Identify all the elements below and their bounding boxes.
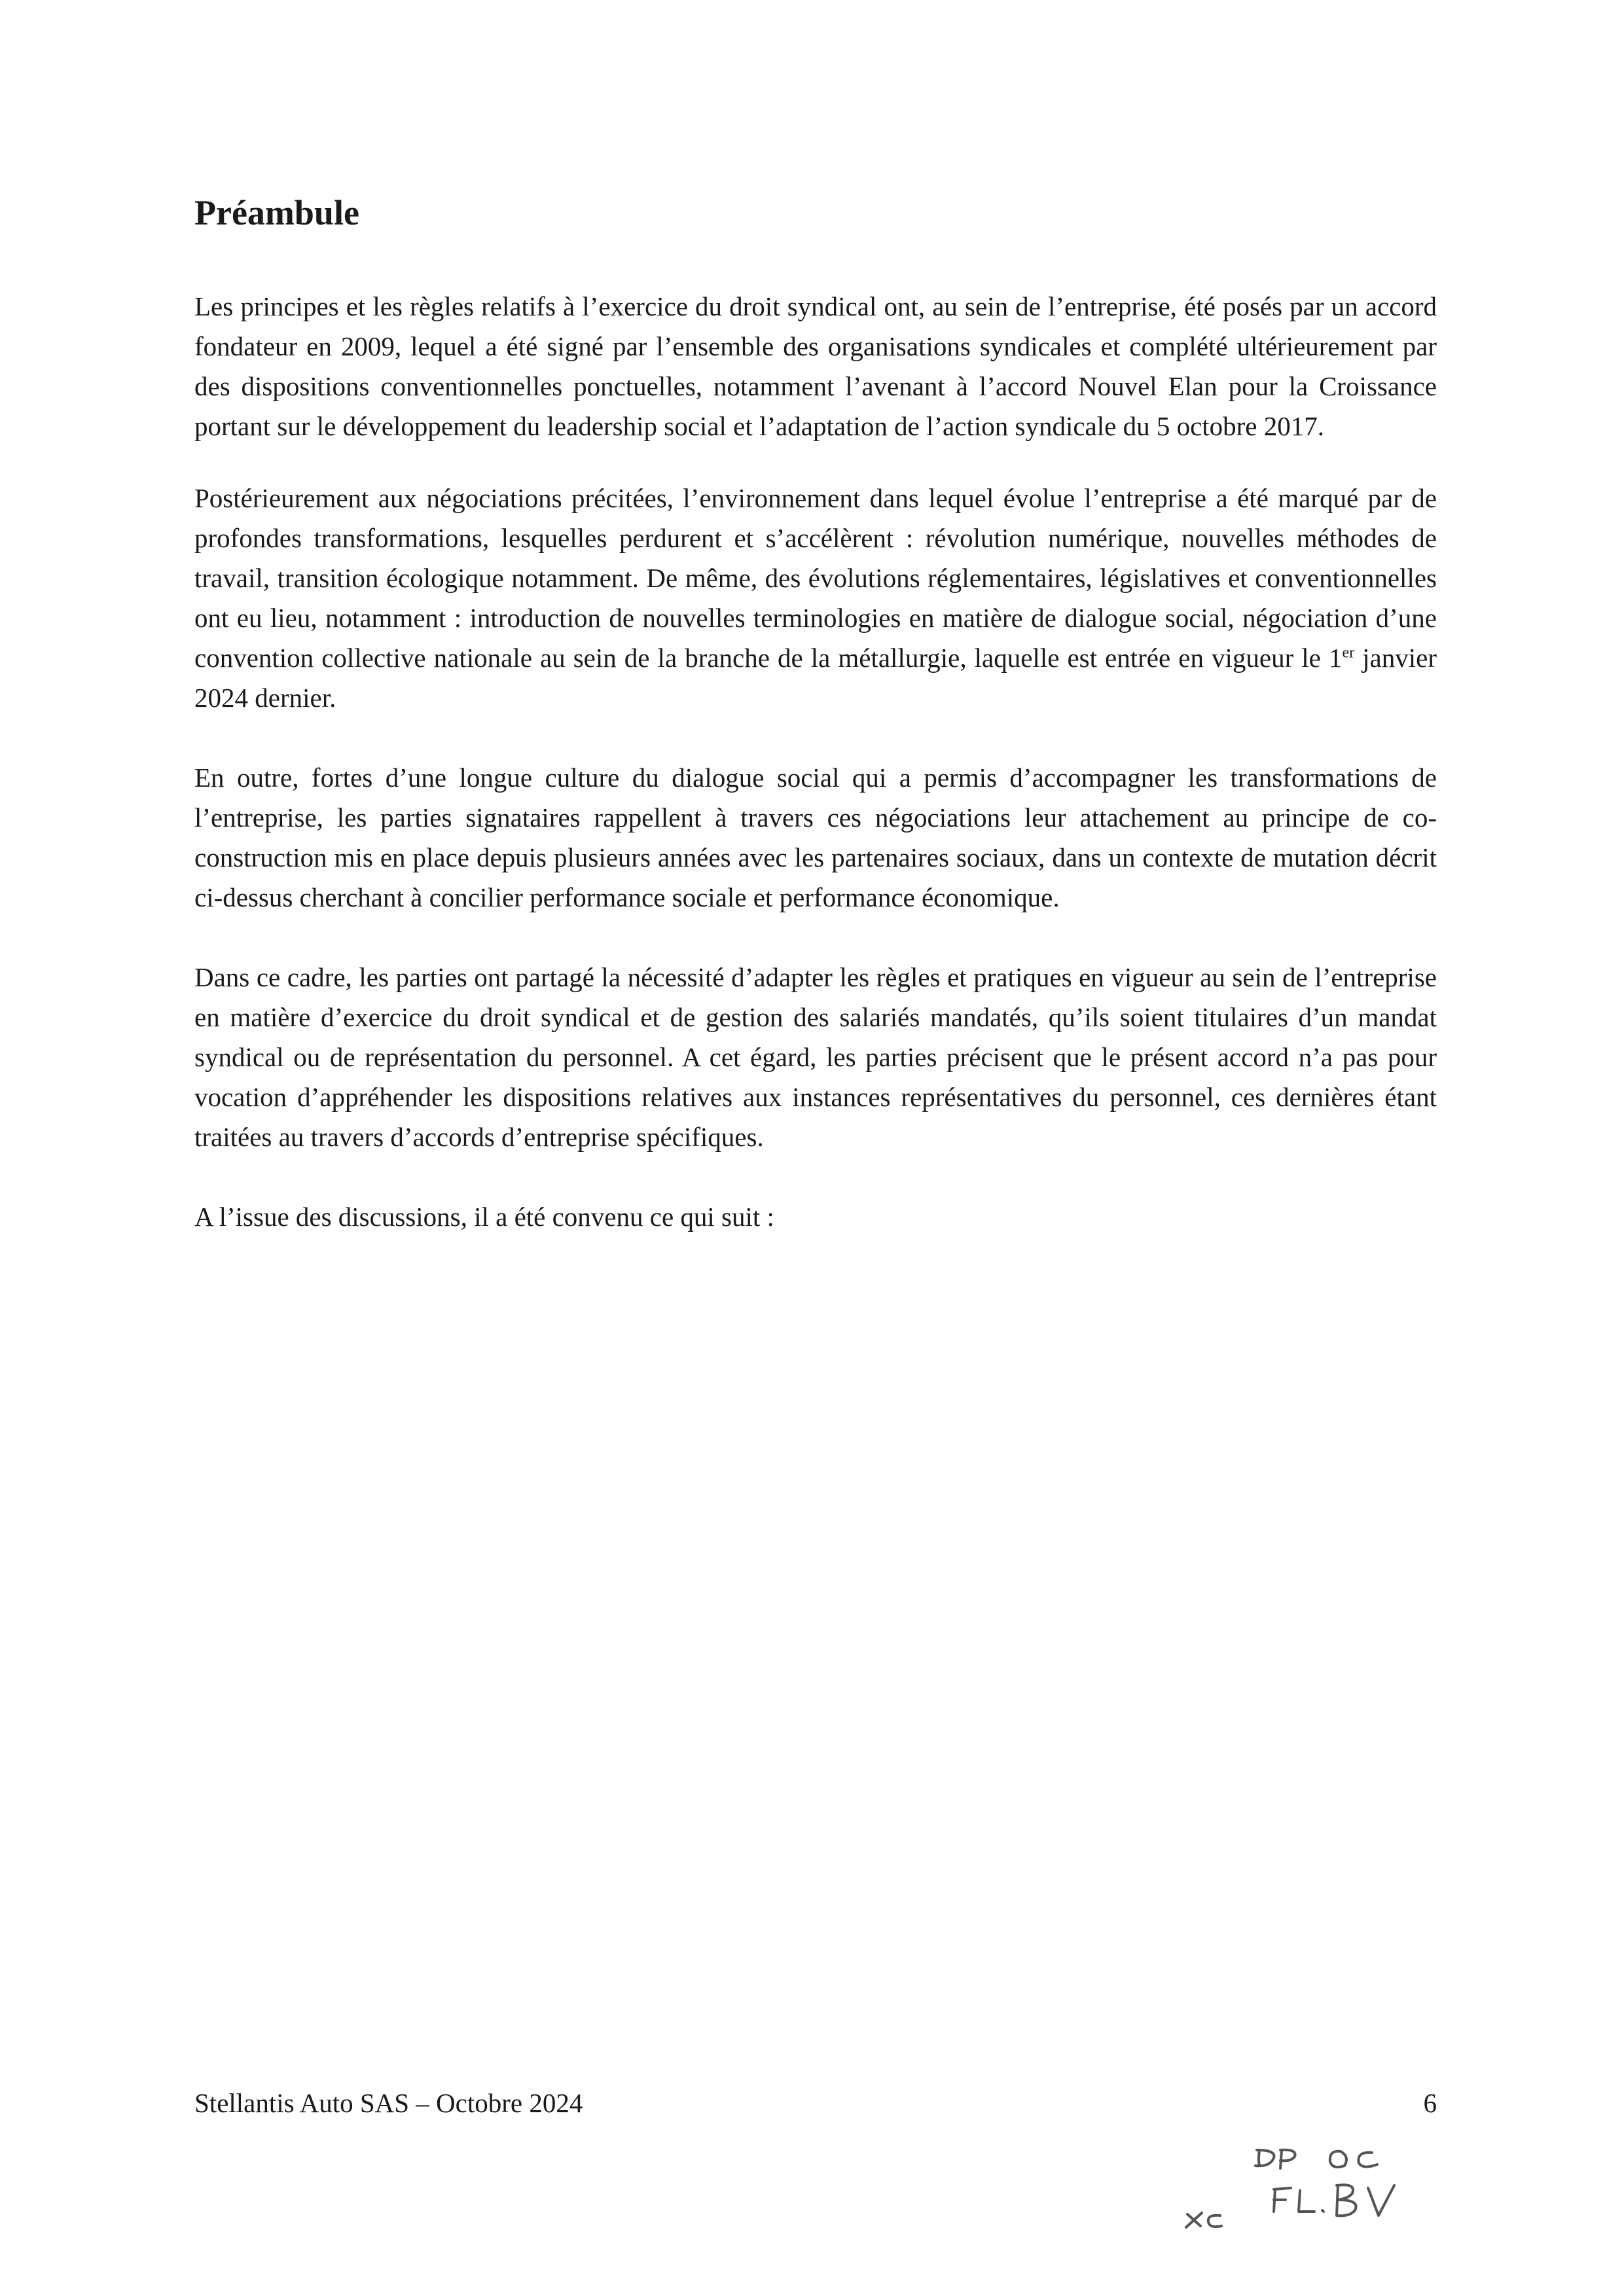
paragraph-3: En outre, fortes d’une longue culture du dialogue social qui a permis d’accompagner les transformations de l’entreprise, les parties signataires rappellent à travers ces négociations leur attachement au principe de co-construction mis en place depuis plusieurs années avec les partenaires sociaux, dans un contexte de mutation décrit ci-dessus cherchant à concilier performance sociale et performance économique.	[194, 762, 1437, 912]
paragraph-2	[194, 478, 1437, 718]
paragraph-2-text: Postérieurement aux négociations précitées, l’environnement dans lequel évolue l’entreprise a été marqué par de profondes transformations, lesquelles perdurent et s’accélèrent : révolution numérique, nouvelles méthodes de travail, transition écologique notamment. De même, des évolutions réglementaires, législatives et conventionnelles ont eu lieu, notamment : introduction de nouvelles terminologies en matière de dialogue social, négociation d’une convention collective nationale au sein de la branche de la métallurgie, laquelle est entrée en vigueur le 1	[194, 483, 1437, 673]
initial-bv	[1337, 2185, 1394, 2215]
handwritten-initials	[1178, 2130, 1440, 2248]
paragraph-4: Dans ce cadre, les parties ont partagé la nécessité d’adapter les règles et pratiques en vigueur au sein de l’entreprise en matière d’exercice du droit syndical et de gestion des salariés mandatés, qu’ils soient titulaires d’un mandat syndical ou de représentation du personnel. A cet égard, les parties précisent que le présent accord n’a pas pour vocation d’appréhender les dispositions relatives aux instances représentatives du personnel, ces dernières étant traitées au travers d’accords d’entreprise spécifiques.	[194, 962, 1437, 1152]
paragraph-2-end: janvier 2024 dernier.	[194, 643, 1437, 713]
paragraph-1: Les principes et les règles relatifs à l’exercice du droit syndical ont, au sein de l’entreprise, été posés par un accord fondateur en 2009, lequel a été signé par l’ensemble des organisations syndicales et complété ultérieurement par des dispositions conventionnelles ponctuelles, notamment l’avenant à l’accord Nouvel Elan pour la Croissance portant sur le développement du leadership social et l’adaptation de l’action syndicale du 5 octobre 2017.	[194, 291, 1437, 441]
page-number: 6	[1423, 2088, 1437, 2118]
ordinal-superscript: er	[1342, 644, 1355, 662]
paragraph-5: A l’issue des discussions, il a été convenu ce qui suit :	[194, 1202, 774, 1232]
initial-fl	[1274, 2188, 1324, 2212]
initial-xc	[1186, 2213, 1221, 2227]
initial-dp	[1255, 2150, 1295, 2168]
initial-oc	[1330, 2151, 1377, 2167]
footer-company-date: Stellantis Auto SAS – Octobre 2024	[194, 2088, 583, 2118]
section-heading: Préambule	[194, 193, 359, 232]
body-text	[194, 287, 1437, 1269]
